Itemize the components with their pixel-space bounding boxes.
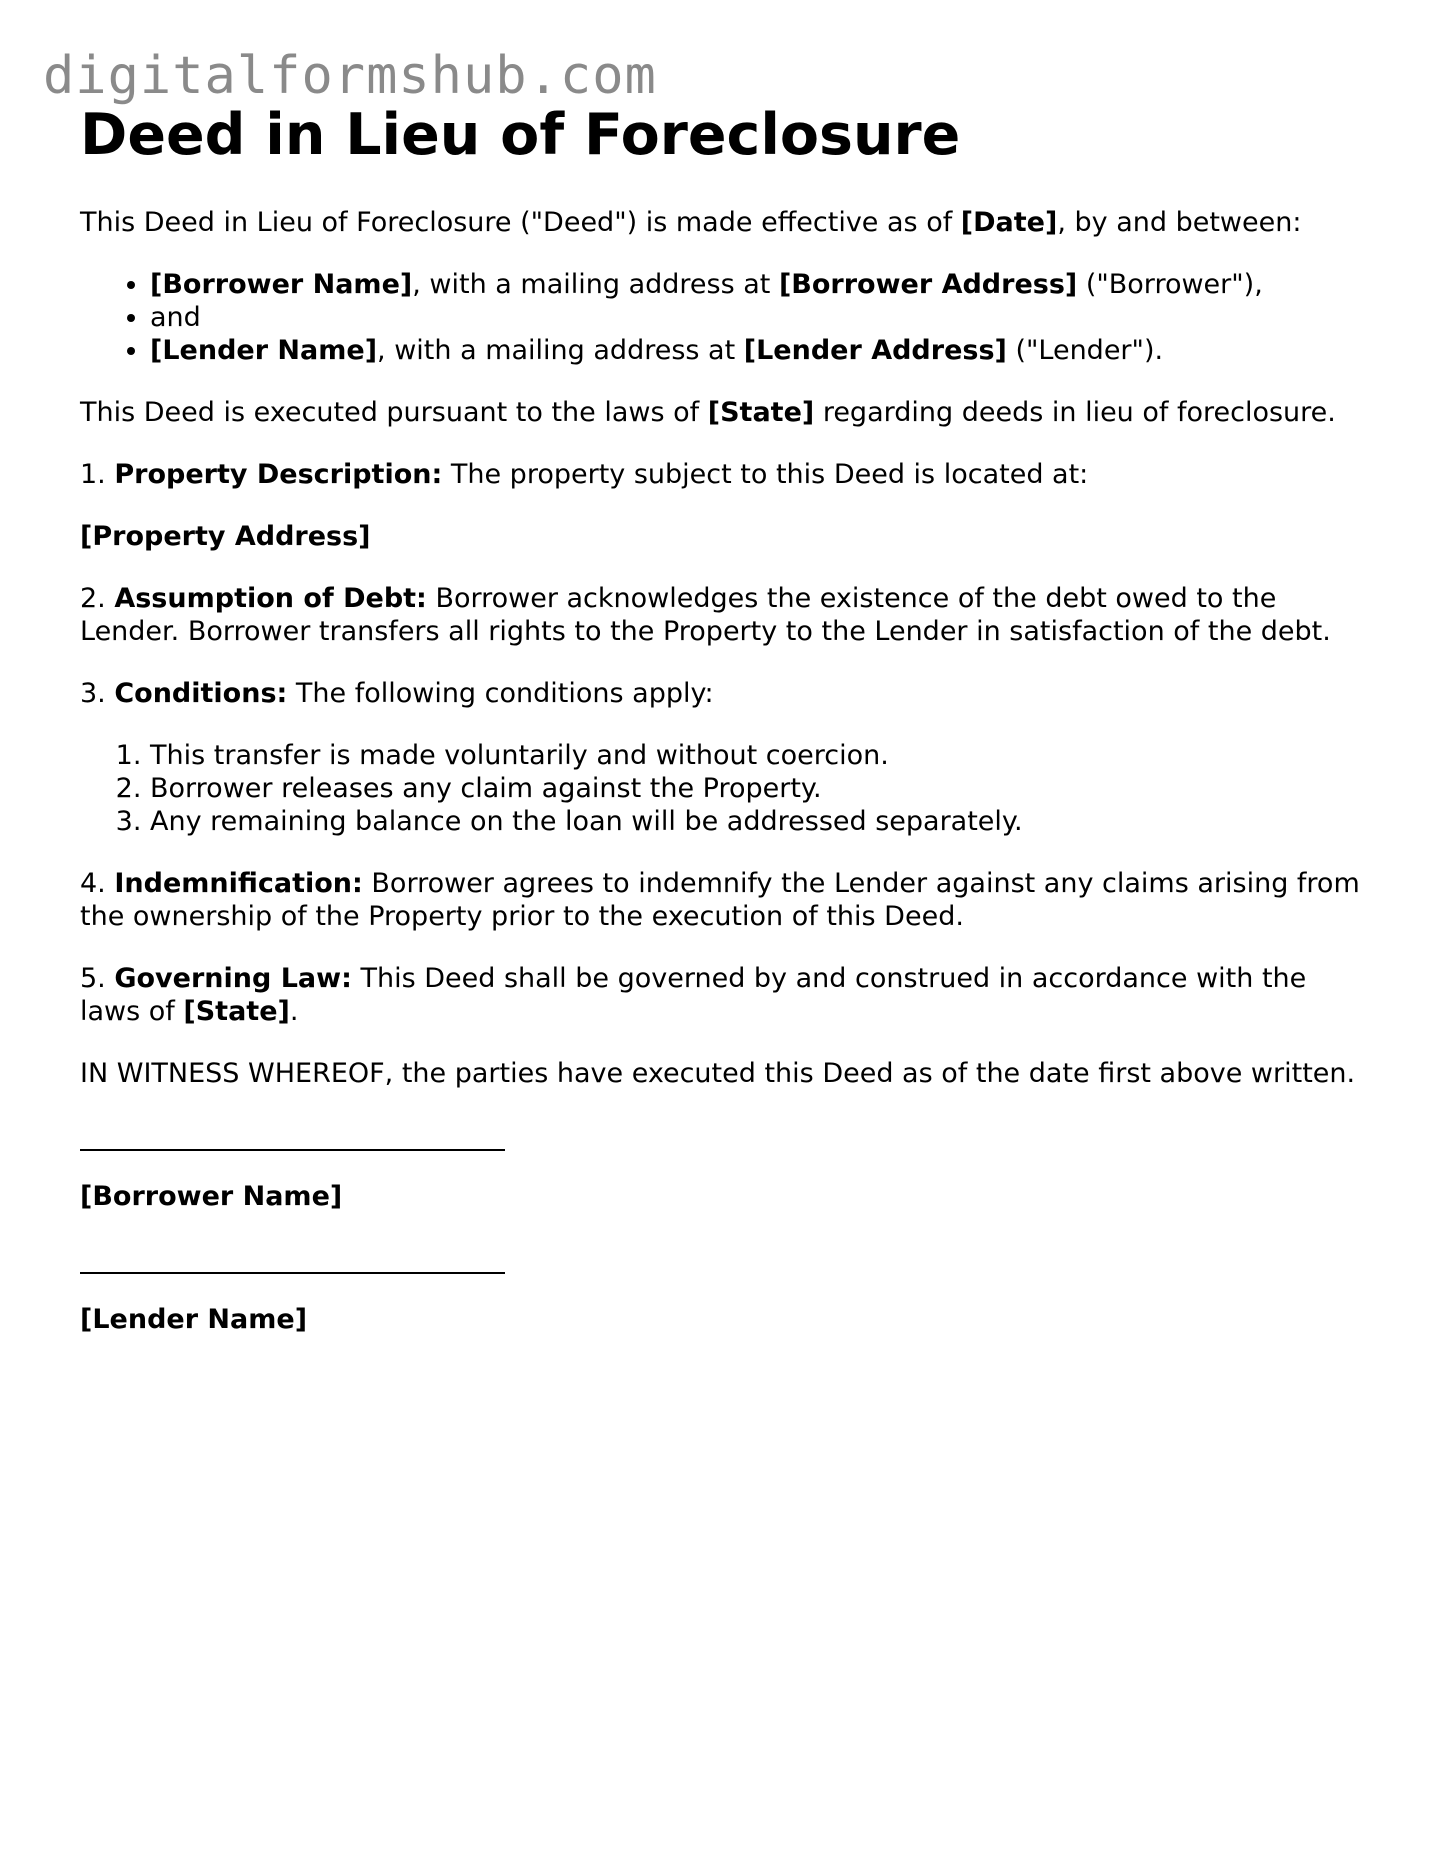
section-number: 2. [80, 583, 115, 614]
property-address-placeholder [80, 520, 1370, 553]
party-borrower [150, 268, 1370, 301]
section-heading: Governing Law: [114, 963, 352, 994]
lender-signature-name: [Lender Name] [80, 1304, 308, 1335]
lender-address-placeholder: [Lender Address] [743, 335, 1007, 366]
section-governing-law [80, 962, 1370, 1028]
intro-text: This Deed in Lieu of Foreclosure ("Deed") is made effective as of [80, 207, 961, 238]
pursuant-text: This Deed is executed pursuant to the laws of [80, 397, 708, 428]
watermark: digitalformshub.com [43, 46, 657, 106]
section-number: 1. [80, 459, 115, 490]
section-text-end: . [289, 996, 299, 1027]
document-body [80, 100, 1370, 1365]
intro-text-end: , by and between: [1057, 207, 1302, 238]
section-text: The property subject to this Deed is located at: [442, 459, 1089, 490]
borrower-signature-name: [Borrower Name] [80, 1181, 343, 1212]
section-text: Borrower acknowledges the existence of the debt owed to the Lender. Borrower transfers all rights to the Property to the Lender in satisfaction of the debt. [80, 583, 1331, 647]
borrower-signature-line [80, 1148, 505, 1151]
section-number: 3. [80, 678, 115, 709]
section-property-description [80, 458, 1370, 491]
section-text: This Deed shall be governed by and construed in accordance with the laws of [80, 963, 1307, 1027]
party-text: ("Borrower"), [1077, 269, 1263, 300]
section-assumption-of-debt [80, 582, 1370, 648]
party-lender [150, 334, 1370, 367]
document-title: Deed in Lieu of Foreclosure [80, 102, 961, 168]
party-text: , with a mailing address at [412, 269, 779, 300]
property-address: [Property Address] [80, 521, 371, 552]
pursuant-paragraph [80, 396, 1370, 429]
condition-item: 3. Any remaining balance on the loan will be addressed separately. [150, 805, 1370, 838]
section-heading: Indemnification: [114, 868, 363, 899]
lender-signature-line [80, 1271, 505, 1274]
party-text: , with a mailing address at [377, 335, 744, 366]
section-conditions [80, 677, 1370, 710]
intro-paragraph [80, 206, 1370, 239]
section-heading: Conditions: [114, 678, 288, 709]
pursuant-text-end: regarding deeds in lieu of foreclosure. [814, 397, 1336, 428]
witness-paragraph: IN WITNESS WHEREOF, the parties have executed this Deed as of the date first above written. [80, 1058, 1356, 1089]
state-placeholder: [State] [183, 996, 290, 1027]
borrower-address-placeholder: [Borrower Address] [778, 269, 1078, 300]
party-and: • and [150, 301, 1370, 334]
party-text: ("Lender"). [1006, 335, 1164, 366]
section-text: Borrower agrees to indemnify the Lender against any claims arising from the ownership of the Property prior to the execution of this Deed. [80, 868, 1360, 932]
section-heading: Property Description: [114, 459, 443, 490]
section-indemnification [80, 867, 1370, 933]
section-text: The following conditions apply: [287, 678, 714, 709]
lender-name-placeholder: [Lender Name] [150, 335, 378, 366]
parties-list [80, 268, 1370, 367]
section-number: 4. [80, 868, 115, 899]
borrower-name-placeholder: [Borrower Name] [150, 269, 413, 300]
section-number: 5. [80, 963, 115, 994]
conditions-list [80, 739, 1370, 838]
condition-item: 1. This transfer is made voluntarily and without coercion. [150, 739, 1370, 772]
state-placeholder: [State] [707, 397, 815, 428]
condition-item: 2. Borrower releases any claim against the Property. [150, 772, 1370, 805]
section-heading: Assumption of Debt: [114, 583, 427, 614]
date-placeholder: [Date] [960, 207, 1058, 238]
